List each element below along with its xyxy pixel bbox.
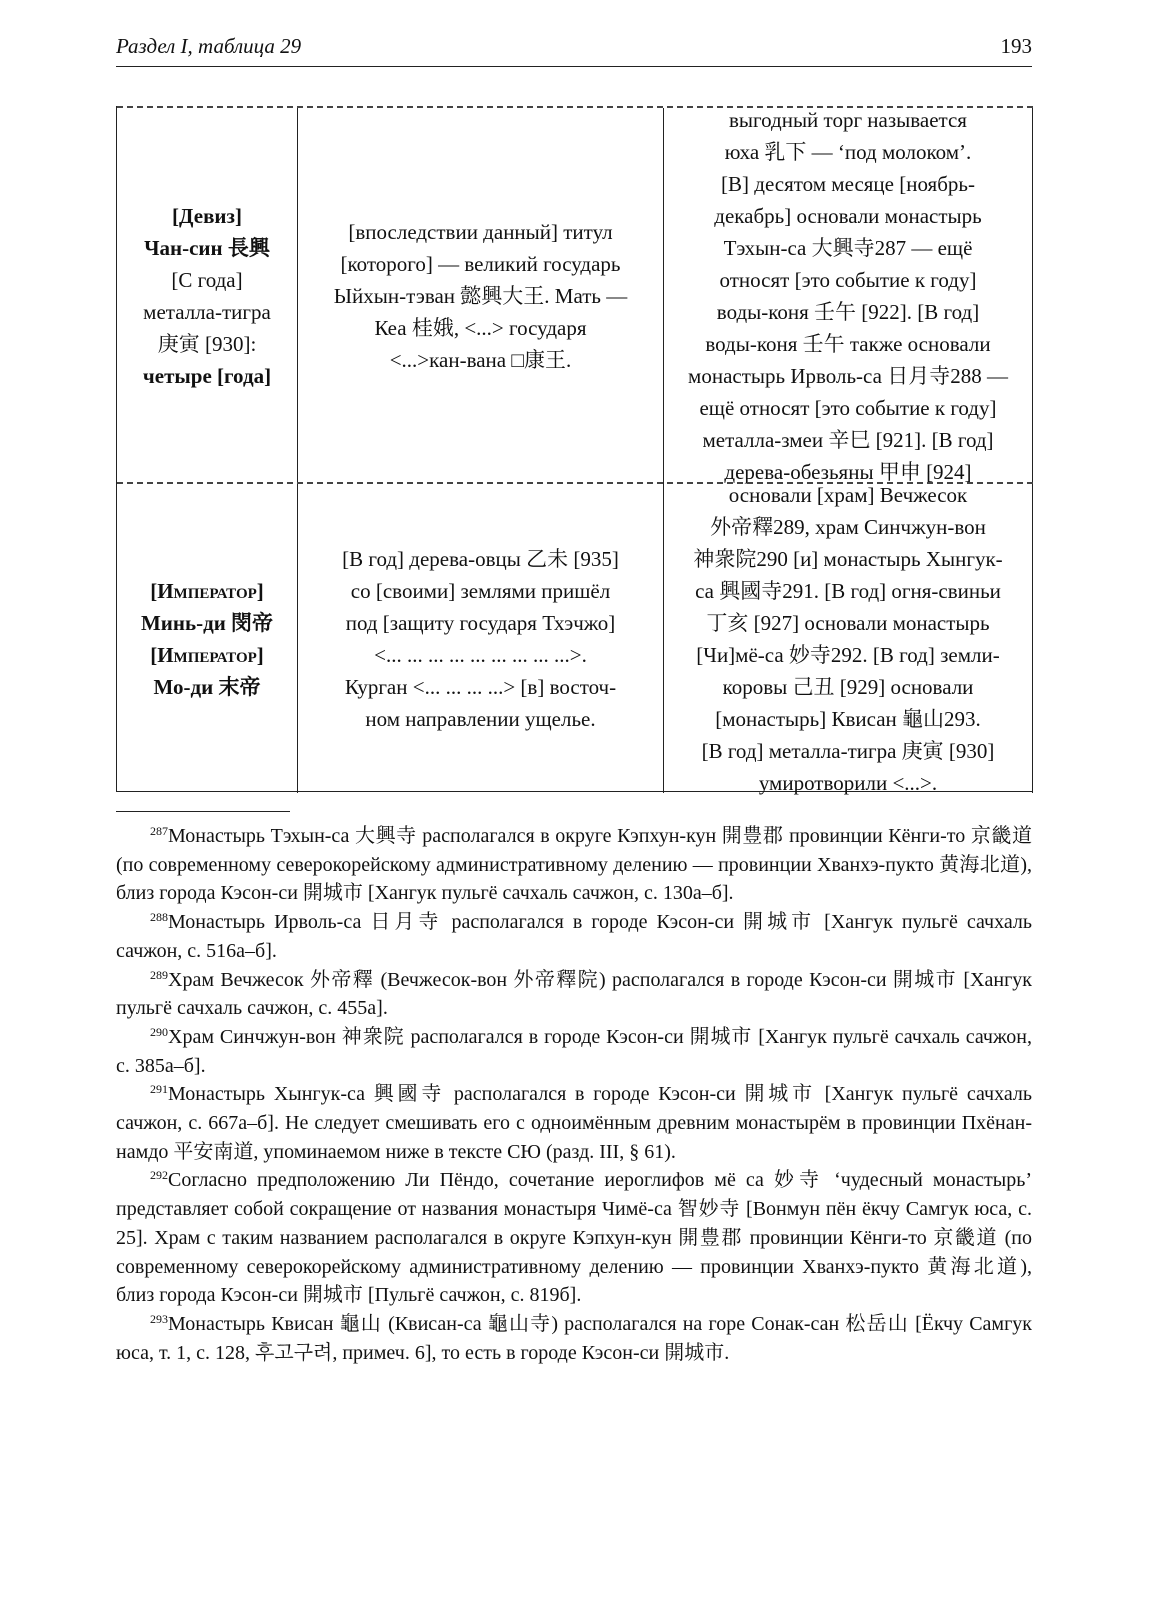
footnote [116, 966, 1032, 1023]
cell-line: [В год] металла-тигра 庚寅 [930] [701, 738, 995, 763]
table-row [117, 106, 1033, 484]
footnote-text: Монастырь Тэхын-са 大興寺 располагался в округе Кэпхун-кун 開豊郡 провинции Кёнги-то 京畿道 (по современному северокорейскому административному делению — провинции Хванхэ-пукто 黄海北道), близ города Кэсон-си 開城市 [Хангук пульгё сачхаль сачжон, с. 130а–б]. [116, 825, 1032, 905]
page-number: 193 [1000, 34, 1032, 58]
notes-cell [664, 108, 1033, 484]
footnote [116, 1310, 1032, 1367]
cell-line: со [своими] землями пришёл [350, 578, 611, 603]
chronology-table [116, 106, 1033, 795]
cell-line: [В год] дерева-овцы 乙未 [935] [342, 546, 619, 571]
footnote-text: Согласно предположению Ли Пёндо, сочетание иероглифов мё са 妙寺 ‘чудесный монастырь’ представляет собой сокращение от названия монастыря Чимё-са 智妙寺 [Вонмун пён ёкчу Самгук юса, с. 25]. Храм с таким названием располагался в округе Кэпхун-кун 開豊郡 провинции Кёнги-то 京畿道 (по современному северокорейскому административному делению — провинции Хванхэ-пукто 黄海北道), близ города Кэсон-си 開城市 [Пульгё сачжон, с. 819б]. [116, 1169, 1032, 1307]
footnote [116, 908, 1032, 965]
cell-line: относят [это событие к году] [719, 268, 977, 292]
cell-line: воды-коня 壬午 [922]. [В год] [716, 300, 980, 324]
cell-line: са 興國寺291. [В год] огня-свиньи [695, 578, 1001, 603]
footnote-number: 287 [150, 824, 168, 838]
footnote-text: Монастырь Хынгук-са 興國寺 располагался в городе Кэсон-си 開城市 [Хангук пульгё сачхаль сачжон, с. 667а–б]. Не следует смешивать его с одноимённым древним монастырём в провинции Пхёнан-намдо 平安南道, упоминаемом ниже в тексте СЮ (разд. III, § 61). [116, 1083, 1032, 1163]
footnote-number: 291 [150, 1082, 168, 1097]
footnote-separator [116, 811, 290, 812]
footnote-number: 293 [150, 1311, 168, 1326]
cell-line: основали [храм] Вечжесок [728, 482, 968, 507]
cell-line: Ыйхын-тэван 懿興大王. Мать — [333, 284, 628, 308]
cell-line: Курган <... ... ... ...> [в] восточ- [344, 674, 617, 699]
cell-line: металла-тигра [143, 300, 271, 324]
cell-line: коровы 己丑 [929] основали [722, 674, 974, 699]
footnote-text: Монастырь Квисан 龜山 (Квисан-са 龜山寺) располагался на горе Сонак-сан 松岳山 [Ёкчу Самгук юса, т. 1, с. 128, 후고구려, примеч. 6], то есть в городе Кэсон-си 開城市. [116, 1312, 1032, 1364]
footnote [116, 1080, 1032, 1166]
events-cell [298, 484, 664, 793]
cell-line: под [защиту государя Тхэчжо] [345, 610, 616, 635]
cell-line: четыре [года] [142, 364, 272, 388]
cell-line: Тэхын-са 大興寺287 — ещё [723, 236, 973, 260]
footnote-number: 289 [150, 967, 168, 982]
cell-line: [Император] [150, 578, 264, 603]
cell-line: <...>кан-вана □康王. [389, 348, 572, 372]
table-row [117, 482, 1033, 793]
cell-line: монастырь Ирволь-са 日月寺288 — [688, 364, 1008, 388]
cell-line: юха 乳下 — ‘под молоком’. [724, 140, 972, 164]
events-cell [298, 108, 664, 484]
cell-line: воды-коня 壬午 также основали [705, 332, 991, 356]
footnotes [116, 822, 1032, 1367]
cell-line: выгодный торг называется [729, 108, 967, 132]
footnote [116, 1023, 1032, 1080]
cell-line: [Чи]мё-са 妙寺292. [В год] земли- [696, 642, 1000, 667]
footnote-number: 290 [150, 1024, 168, 1039]
cell-line: Мо-ди 末帝 [153, 674, 261, 699]
cell-line: 庚寅 [930]: [157, 332, 257, 356]
footnote-text: Монастырь Ирволь-са 日月寺 располагался в городе Кэсон-си 開城市 [Хангук пульгё сачхаль сачжон, с. 516а–б]. [116, 911, 1032, 962]
footnote-text: Храм Вечжесок 外帝釋 (Вечжесок-вон 外帝釋院) располагался в городе Кэсон-си 開城市 [Хангук пульгё сачхаль сачжон, с. 455а]. [116, 968, 1032, 1020]
cell-line: металла-змеи 辛巳 [921]. [В год] [702, 428, 994, 452]
cell-line: декабрь] основали монастырь [714, 204, 982, 228]
cell-line: [монастырь] Квисан 龜山293. [715, 706, 981, 731]
cell-line: 丁亥 [927] основали монастырь [706, 610, 990, 635]
cell-line: ном направлении ущелье. [365, 706, 596, 731]
cell-line: 外帝釋289, храм Синчжун-вон [710, 514, 986, 539]
footnote-number: 292 [150, 1168, 168, 1183]
cell-line: [С года] [171, 268, 243, 292]
footnote-text: Храм Синчжун-вон 神衆院 располагался в городе Кэсон-си 開城市 [Хангук пульгё сачхаль сачжон, с. 385а–б]. [116, 1025, 1032, 1077]
cell-line: [Император] [150, 642, 264, 667]
footnote [116, 1166, 1032, 1310]
footnote [116, 822, 1032, 908]
footnote-number: 288 [150, 910, 168, 925]
era-cell [117, 108, 298, 484]
cell-line: [впоследствии данный] титул [348, 220, 613, 244]
cell-line: Чан-син 長興 [144, 236, 270, 260]
cell-line: 神衆院290 [и] монастырь Хынгук- [693, 546, 1003, 571]
cell-line: Кеа 桂娥, <...> государя [374, 316, 587, 340]
cell-line: [которого] — великий государь [340, 252, 621, 276]
running-header [116, 32, 1032, 67]
cell-line: [Девиз] [172, 204, 242, 228]
cell-line: [В] десятом месяце [ноябрь- [721, 172, 975, 196]
cell-line: ещё относят [это событие к году] [699, 396, 997, 420]
cell-line: <... ... ... ... ... ... ... ... ...>. [374, 642, 587, 667]
cell-line: дерева-обезьяны 甲申 [924] [724, 460, 972, 484]
era-cell [117, 484, 298, 793]
cell-line: умиротворили <...>. [758, 770, 938, 795]
section-title: Раздел I, таблица 29 [116, 34, 302, 58]
notes-cell [664, 484, 1033, 793]
cell-line: Минь-ди 閔帝 [140, 610, 274, 635]
